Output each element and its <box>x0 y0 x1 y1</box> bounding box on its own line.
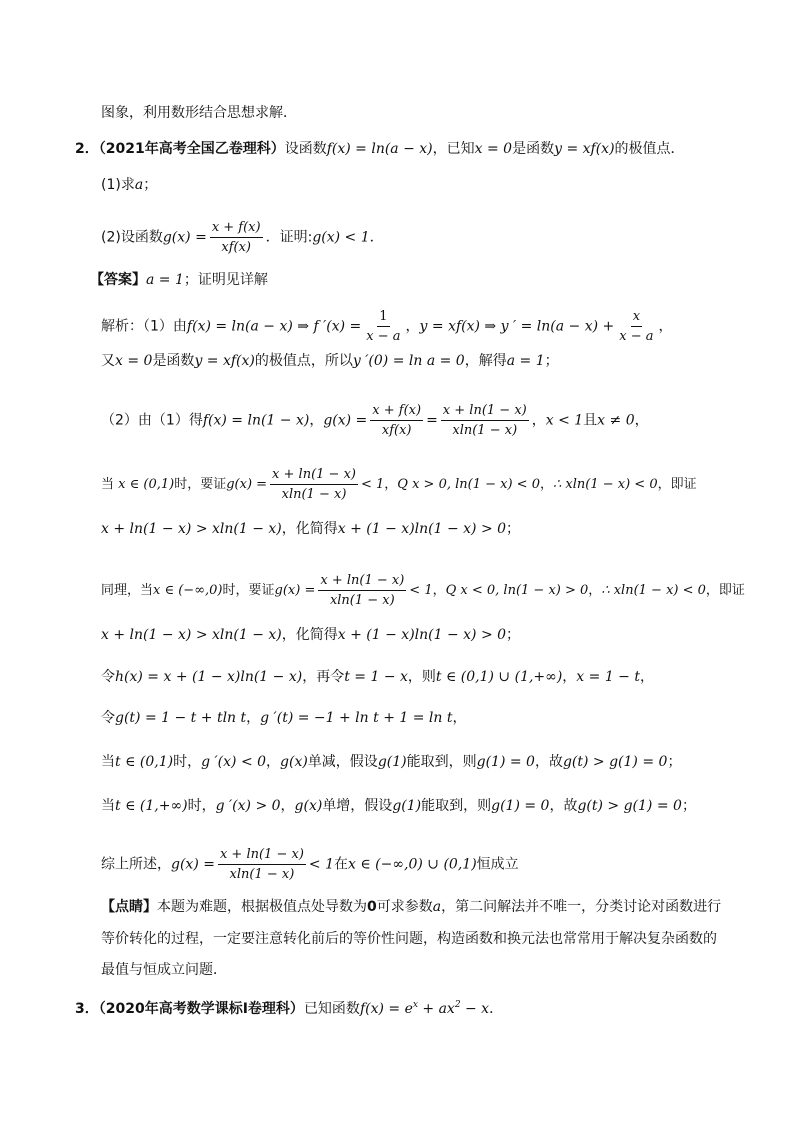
stem-text: 设函数 <box>284 141 327 157</box>
math-expr: < 1 <box>360 477 385 492</box>
math-expr: g(x) <box>280 754 308 770</box>
comment-line-3 <box>101 960 227 980</box>
solution-text: ， <box>531 412 546 429</box>
math-expr: g(x) <box>294 798 323 814</box>
solution-text: 是函数 <box>152 353 195 369</box>
math-expr: a = 1 <box>506 353 545 369</box>
problem-number: 2． <box>75 141 99 157</box>
solution-text: 令 <box>101 669 115 685</box>
math-expr: ∴ xln(1 − x) < 0 <box>601 583 706 598</box>
solution-text: 且 <box>583 412 598 429</box>
solution-text: ， <box>640 669 654 685</box>
math-expr: g(x) < 1 <box>312 229 370 246</box>
solution-line-2 <box>101 351 559 371</box>
superscript: 2 <box>454 1000 461 1010</box>
solution-text: ， <box>634 412 649 429</box>
problem-3-stem <box>75 999 503 1019</box>
solution-text: ，故 <box>534 754 563 770</box>
math-expr: g(x) = <box>162 229 207 246</box>
superscript: x <box>412 1000 418 1010</box>
solution-text: 时， <box>173 754 202 770</box>
math-expr: y = xf(x) <box>554 141 615 157</box>
solution-text: 时， <box>187 798 216 814</box>
solution-line-4 <box>101 466 697 503</box>
solution-text: ， <box>588 583 602 598</box>
comment-text: ，第二问解法并不唯一，分类讨论对函数进行 <box>441 899 722 915</box>
math-part: − x <box>460 1001 490 1017</box>
solution-line-1 <box>101 308 673 345</box>
math-expr: a <box>134 177 144 193</box>
math-part: f(x) = e <box>359 1001 413 1017</box>
math-expr: f(x) = ln(a − x) ⇒ f ′(x) = <box>186 318 362 335</box>
intro-text: 图象，利用数形结合思想求解． <box>101 105 297 121</box>
stem-text: 的极值点． <box>614 141 685 157</box>
math-expr: g(1) <box>377 754 407 770</box>
solution-line-7 <box>101 625 520 645</box>
fraction-denominator: xln(1 − x) <box>229 867 295 882</box>
comment-line-1 <box>101 897 721 917</box>
fraction-numerator: x + ln(1 − x) <box>318 572 406 591</box>
solution-text: 综上所述， <box>101 856 171 873</box>
solution-text: 当 <box>101 798 115 814</box>
stem-text: ，已知 <box>432 141 475 157</box>
solution-text: ，化简得 <box>281 627 338 643</box>
fraction <box>318 572 406 609</box>
solution-text: 当 <box>101 754 115 770</box>
solution-text: ， <box>562 669 577 685</box>
solution-text: ，再令 <box>302 669 345 685</box>
math-expr: g(1) = 0 <box>491 798 550 814</box>
solution-text: （2）由（1）得 <box>101 412 203 429</box>
math-expr: x + (1 − x)ln(1 − x) > 0 <box>337 521 507 537</box>
solution-line-8 <box>101 667 654 687</box>
solution-text: 能取到，则 <box>406 754 477 770</box>
math-expr: g ′(x) < 0 <box>201 754 267 770</box>
problem-source: （2021年高考全国乙卷理科） <box>98 141 285 157</box>
problem-2-part-2 <box>101 219 384 256</box>
fraction-numerator: x + f(x) <box>210 219 263 238</box>
solution-text: ； <box>506 521 521 537</box>
math-expr: g(x) = <box>323 412 368 429</box>
solution-line-3 <box>101 402 649 439</box>
solution-text: ，故 <box>549 798 578 814</box>
math-expr: a = 1 <box>146 272 184 288</box>
solution-text: ； <box>544 353 559 369</box>
solution-text: 的极值点，所以 <box>254 353 353 369</box>
fraction <box>617 308 655 345</box>
solution-text: 在 <box>334 856 348 873</box>
solution-text: ， <box>280 798 295 814</box>
math-expr: x < 1 <box>545 412 584 429</box>
math-expr: g(t) > g(1) = 0 <box>562 754 668 770</box>
fraction-numerator: 1 <box>377 308 389 327</box>
math-expr: g(1) = 0 <box>476 754 535 770</box>
math-expr: a <box>432 899 442 915</box>
solution-text: ，即证 <box>657 477 697 492</box>
math-expr: g(x) = <box>274 583 316 598</box>
math-expr: < 1 <box>409 583 433 598</box>
math-expr: x ≠ 0 <box>597 412 635 429</box>
comment-text: 可求参数 <box>376 899 433 915</box>
fraction-numerator: x + ln(1 − x) <box>270 466 358 485</box>
solution-line-6 <box>101 572 745 609</box>
solution-line-9 <box>101 708 467 728</box>
part-text: ．证明: <box>265 229 313 246</box>
answer-line <box>90 270 268 290</box>
solution-text: ， <box>432 583 446 598</box>
math-expr: < 1 <box>308 856 334 873</box>
solution-text: ， <box>384 477 398 492</box>
math-expr: = <box>426 412 438 429</box>
intro-line <box>101 103 297 123</box>
stem-text: 已知函数 <box>303 1001 360 1017</box>
solution-text: ， <box>405 318 420 335</box>
comment-text: 0 <box>367 899 377 915</box>
fraction-denominator: x − a <box>366 329 401 344</box>
solution-text: ； <box>667 754 682 770</box>
problem-number: 3． <box>75 1001 99 1017</box>
math-expr: g(x) = <box>226 477 268 492</box>
part-label: (2)设函数 <box>101 229 163 246</box>
fraction <box>370 402 423 439</box>
solution-text: ，化简得 <box>281 521 338 537</box>
math-expr: h(x) = x + (1 − x)ln(1 − x) <box>115 669 303 685</box>
solution-text: 恒成立 <box>476 856 519 873</box>
problem-2-part-1 <box>101 175 157 195</box>
math-expr: ∴ xln(1 − x) < 0 <box>553 477 658 492</box>
math-expr: t ∈ (1,+∞) <box>115 798 188 814</box>
fraction <box>441 402 529 439</box>
solution-text: ， <box>246 710 261 726</box>
part-text: ． <box>369 229 384 246</box>
solution-line-12 <box>101 846 519 883</box>
solution-text: ，解得 <box>464 353 507 369</box>
solution-text: 能取到，则 <box>421 798 492 814</box>
problem-source: （2020年高考数学课标Ⅰ卷理科） <box>98 1001 304 1017</box>
math-expr: g ′(x) > 0 <box>215 798 281 814</box>
solution-text: 时，要证 <box>222 583 275 598</box>
math-expr: t ∈ (0,1) <box>115 754 174 770</box>
math-expr: g ′(t) = −1 + ln t + 1 = ln t <box>260 710 453 726</box>
solution-text: 单减，假设 <box>307 754 378 770</box>
math-expr: g(x) = <box>171 856 215 873</box>
fraction-denominator: xln(1 − x) <box>281 487 347 502</box>
math-part: + ax <box>417 1001 455 1017</box>
solution-text: 解析：（1）由 <box>101 318 187 335</box>
fraction <box>210 219 263 256</box>
part-label: (1)求 <box>101 177 135 193</box>
comment-text: 最值与恒成立问题． <box>101 962 227 978</box>
math-expr: y = xf(x) <box>194 353 255 369</box>
math-expr: Q x > 0, ln(1 − x) < 0 <box>397 477 540 492</box>
stem-text: 是函数 <box>512 141 555 157</box>
stem-text: ． <box>489 1001 504 1017</box>
solution-line-5 <box>101 519 520 539</box>
math-expr: x = 0 <box>115 353 153 369</box>
solution-text: ， <box>266 754 281 770</box>
solution-text: ， <box>658 318 673 335</box>
comment-label: 【点睛】 <box>101 899 157 915</box>
solution-text: 又 <box>101 353 115 369</box>
math-expr <box>360 1001 489 1017</box>
math-expr: x ∈ (−∞,0) ∪ (0,1) <box>348 856 477 873</box>
math-expr: x + ln(1 − x) > xln(1 − x) <box>101 521 282 537</box>
solution-text: 时，要证 <box>174 477 227 492</box>
math-expr: x ∈ (−∞,0) <box>153 583 223 598</box>
solution-text: ， <box>452 710 467 726</box>
math-expr: x = 0 <box>474 141 513 157</box>
part-text: ； <box>143 177 158 193</box>
fraction-numerator: x + ln(1 − x) <box>441 402 529 421</box>
fraction <box>218 846 306 883</box>
solution-text: ， <box>539 477 553 492</box>
comment-text: 等价转化的过程，一定要注意转化前后的等价性问题，构造函数和换元法也常常用于解决复杂函数的 <box>101 931 717 947</box>
math-expr: f(x) = ln(1 − x) <box>202 412 310 429</box>
math-expr: g(1) <box>392 798 422 814</box>
solution-text: 当 <box>101 477 115 492</box>
fraction-denominator: xln(1 − x) <box>329 593 395 608</box>
fraction <box>270 466 358 503</box>
math-expr: g(t) = 1 − t + tln t <box>115 710 247 726</box>
solution-text: ； <box>681 798 696 814</box>
solution-text: 令 <box>101 710 115 726</box>
math-expr: y = xf(x) ⇒ y ′ = ln(a − x) + <box>419 318 615 335</box>
comment-line-2 <box>101 929 717 949</box>
math-expr: x ∈ (0,1) <box>118 477 175 492</box>
math-expr: f(x) = ln(a − x) <box>326 141 433 157</box>
fraction-numerator: x + ln(1 − x) <box>218 846 306 865</box>
math-expr: x + (1 − x)ln(1 − x) > 0 <box>337 627 507 643</box>
solution-text: ，则 <box>407 669 436 685</box>
solution-text: 同理，当 <box>101 583 154 598</box>
solution-text: ； <box>506 627 521 643</box>
solution-text: 单增，假设 <box>322 798 393 814</box>
math-expr: t ∈ (0,1) ∪ (1,+∞) <box>435 669 563 685</box>
math-expr: x + ln(1 − x) > xln(1 − x) <box>101 627 282 643</box>
fraction-denominator: xf(x) <box>221 240 252 255</box>
fraction-numerator: x + f(x) <box>370 402 423 421</box>
problem-2-stem <box>75 139 685 159</box>
fraction <box>364 308 402 345</box>
solution-line-11 <box>101 796 696 816</box>
math-expr: g(t) > g(1) = 0 <box>577 798 682 814</box>
fraction-denominator: x − a <box>619 329 654 344</box>
math-expr: Q x < 0, ln(1 − x) > 0 <box>445 583 589 598</box>
answer-text: ；证明见详解 <box>183 272 268 288</box>
answer-label: 【答案】 <box>90 272 146 288</box>
solution-text: ，即证 <box>705 583 745 598</box>
math-expr: y ′(0) = ln a = 0 <box>352 353 465 369</box>
solution-line-10 <box>101 752 681 772</box>
fraction-numerator: x <box>631 308 642 327</box>
solution-text: ， <box>309 412 324 429</box>
math-expr: t = 1 − x <box>344 669 408 685</box>
fraction-denominator: xf(x) <box>381 423 412 438</box>
comment-text: 本题为难题，根据极值点处导数为 <box>157 899 367 915</box>
math-expr: x = 1 − t <box>576 669 640 685</box>
fraction-denominator: xln(1 − x) <box>452 423 518 438</box>
